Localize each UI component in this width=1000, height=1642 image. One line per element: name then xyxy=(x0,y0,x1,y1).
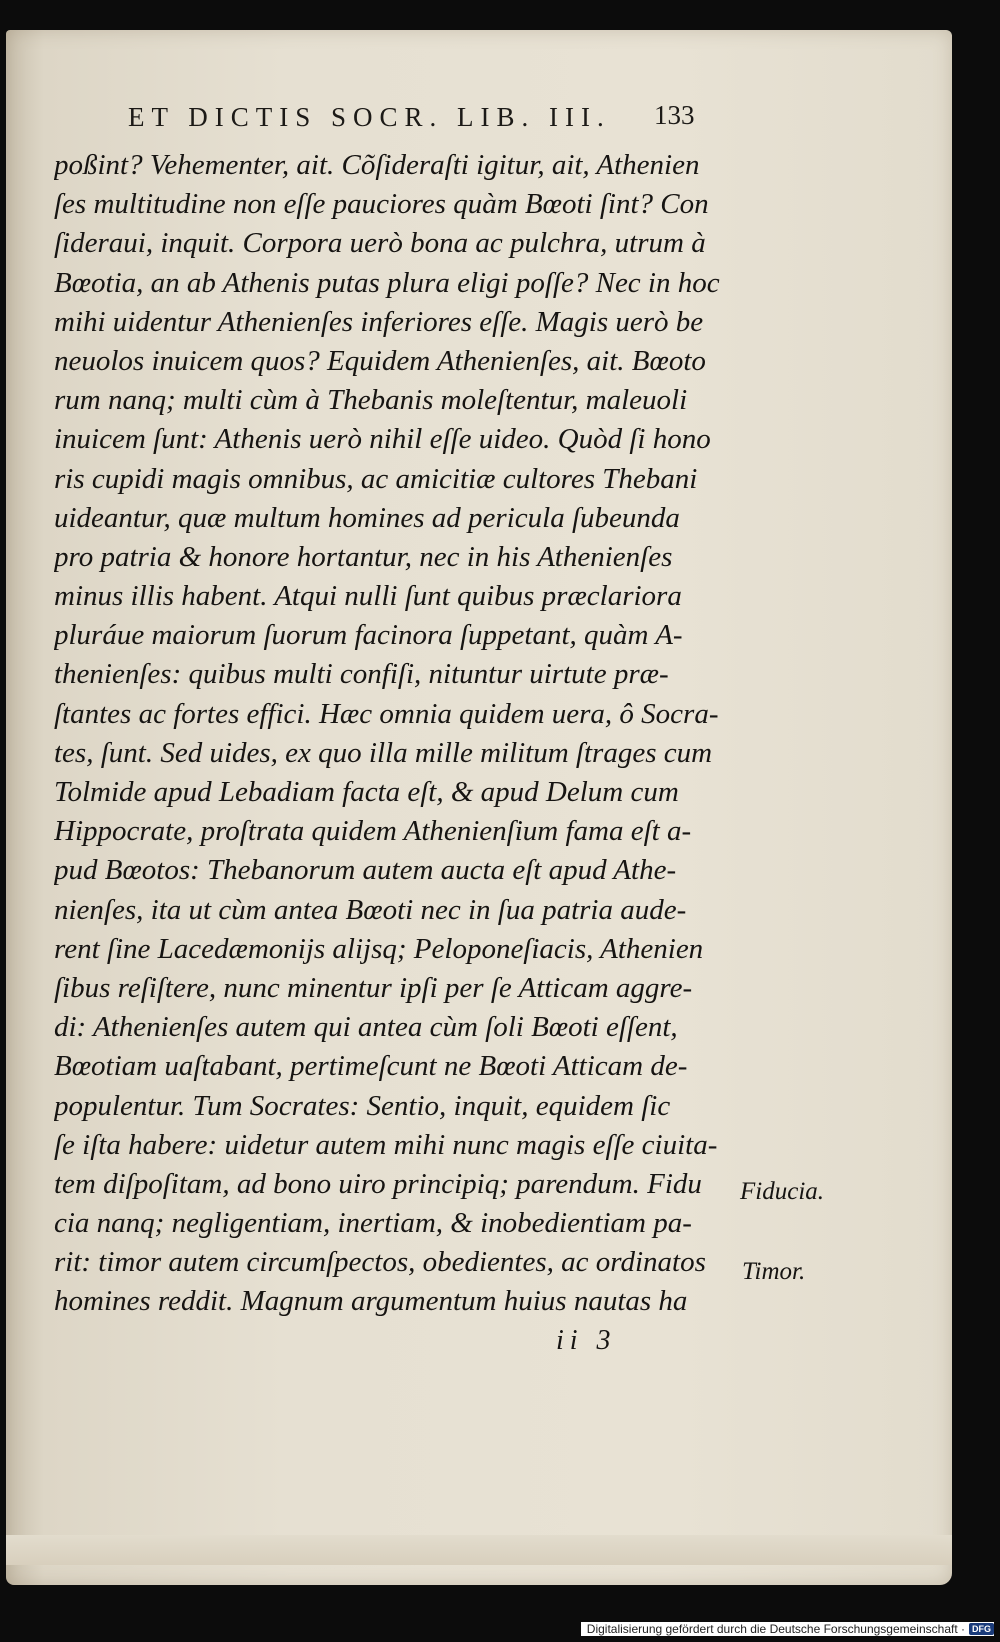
text-line: pro patria & honore hortantur, nec in his Athenienſes xyxy=(54,540,673,573)
text-line: tes, ſunt. Sed uides, ex quo illa mille militum ſtrages cum xyxy=(54,736,713,769)
text-line: neuolos inuicem quos? Equidem Athenienſes, ait. Bœoto xyxy=(54,344,706,377)
credit-text: Digitalisierung gefördert durch die Deutsche Forschungsgemeinschaft · xyxy=(586,1622,965,1636)
text-line: Bœotia, an ab Athenis putas plura eligi poſſe? Nec in hoc xyxy=(54,266,720,299)
text-line: cia nanq; negligentiam, inertiam, & inobedientiam pa- xyxy=(54,1207,692,1240)
text-line: ſtantes ac fortes effici. Hæc omnia quidem uera, ô Socra- xyxy=(54,697,719,730)
text-line: ſideraui, inquit. Corpora uerò bona ac pulchra, utrum à xyxy=(54,227,706,260)
text-line: rit: timor autem circumſpectos, obedientes, ac ordinatos xyxy=(54,1246,706,1279)
signature-mark: ii 3 xyxy=(556,1325,617,1356)
text-line: tem diſpoſitam, ad bono uiro principiq; parendum. Fidu xyxy=(54,1167,702,1200)
text-line: mihi uidentur Athenienſes inferiores eſſe. Magis uerò be xyxy=(54,305,704,338)
text-line: minus illis habent. Atqui nulli ſunt quibus præclariora xyxy=(54,580,682,613)
text-line: ſibus reſiſtere, nunc minentur ipſi per ſe Atticam aggre- xyxy=(54,971,693,1004)
text-line: thenienſes: quibus multi confiſi, nituntur uirtute præ- xyxy=(54,658,669,691)
dfg-logo-icon: DFG xyxy=(969,1623,994,1635)
text-line: inuicem ſunt: Athenis uerò nihil eſſe uideo. Quòd ſi hono xyxy=(54,423,711,456)
text-line: populentur. Tum Socrates: Sentio, inquit, equidem ſic xyxy=(54,1089,671,1122)
marginal-note-timor: Timor. xyxy=(742,1258,806,1285)
text-line: Tolmide apud Lebadiam facta eſt, & apud Delum cum xyxy=(54,776,679,808)
text-line: Hippocrate, proſtrata quidem Athenienſium fama eſt a- xyxy=(54,815,692,848)
text-line: ſes multitudine non eſſe pauciores quàm Bœoti ſint? Con xyxy=(54,188,709,221)
text-line: ris cupidi magis omnibus, ac amicitiæ cultores Thebani xyxy=(54,462,698,495)
running-head: ET DICTIS SOCR. LIB. III. xyxy=(128,102,611,132)
digitization-credit xyxy=(581,1622,994,1636)
body-text xyxy=(54,146,734,1322)
page-bottom-edge xyxy=(6,1535,952,1565)
text-line: rum nanq; multi cùm à Thebanis moleſtentur, maleuoli xyxy=(54,384,688,417)
text-line: rent ſine Lacedæmonijs alijsq; Peloponeſiacis, Athenien xyxy=(54,932,704,965)
text-line: homines reddit. Magnum argumentum huius nautas ha xyxy=(54,1285,688,1318)
text-line: di: Athenienſes autem qui antea cùm ſoli Bœoti eſſent, xyxy=(54,1011,678,1044)
text-line: uideantur, quæ multum homines ad pericula ſubeunda xyxy=(54,501,680,534)
text-line: nienſes, ita ut cùm antea Bœoti nec in ſua patria aude- xyxy=(54,893,687,926)
text-line: pluráue maiorum ſuorum facinora ſuppetant, quàm A- xyxy=(54,619,683,652)
text-line: pud Bœotos: Thebanorum autem aucta eſt apud Athe- xyxy=(54,854,677,887)
text-line: ſe iſta habere: uidetur autem mihi nunc magis eſſe ciuita- xyxy=(54,1128,718,1161)
marginal-note-fiducia: Fiducia. xyxy=(740,1178,825,1205)
text-line: Bœotiam uaſtabant, pertimeſcunt ne Bœoti Atticam de- xyxy=(54,1050,688,1083)
text-line: poßint? Vehementer, ait. Cõſideraſti igitur, ait, Athenien xyxy=(54,149,700,181)
page-number: 133 xyxy=(654,100,695,130)
